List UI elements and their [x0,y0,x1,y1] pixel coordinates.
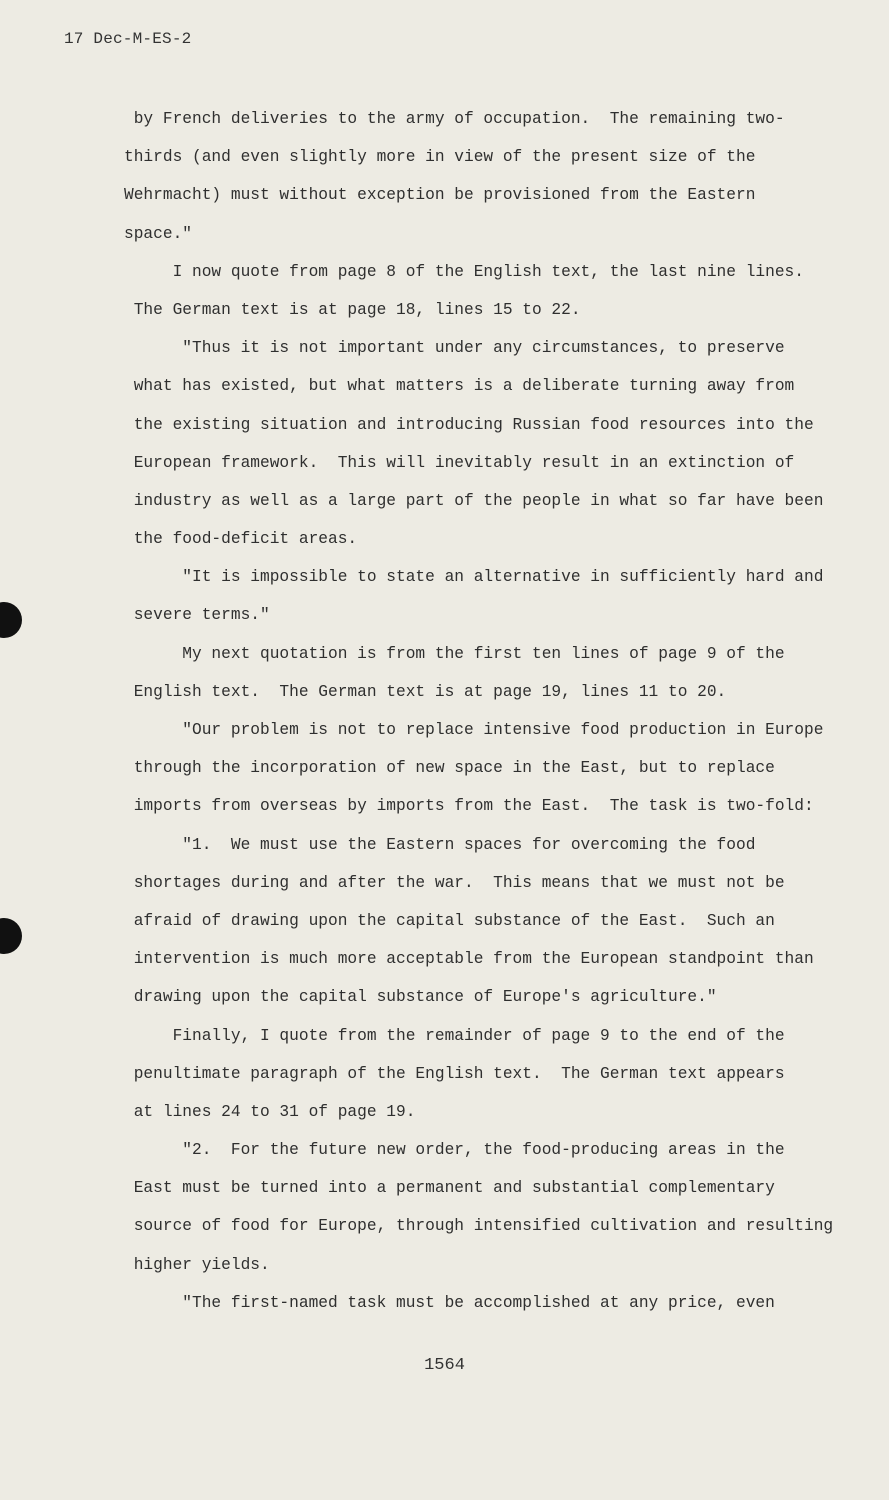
text-line: The German text is at page 18, lines 15 to 22. [56,300,581,319]
text-line: European framework. This will inevitably result in an extinction of [56,453,795,472]
text-line: English text. The German text is at page 19, lines 11 to 20. [56,682,727,701]
text-line: "2. For the future new order, the food-producing areas in the [56,1141,785,1160]
text-line: I now quote from page 8 of the English text, the last nine lines. [56,262,804,281]
text-line: "1. We must use the Eastern spaces for overcoming the food [56,835,756,854]
punch-hole [0,918,22,954]
document-body [56,100,834,1322]
text-line: "Thus it is not important under any circumstances, to preserve [56,339,785,358]
text-line: "Our problem is not to replace intensive food production in Europe [56,721,824,739]
text-line: at lines 24 to 31 of page 19. [56,1102,416,1121]
text-line: the food-deficit areas. [56,530,358,549]
text-line: higher yields. [56,1255,270,1274]
text-line: thirds (and even slightly more in view of the present size of the [56,148,756,167]
text-line: "The first-named task must be accomplished at any price, even [56,1293,775,1312]
text-line: imports from overseas by imports from the East. The task is two-fold: [56,797,814,816]
text-line: severe terms." [56,606,270,625]
text-line: afraid of drawing upon the capital substance of the East. Such an [56,911,775,930]
text-line: Wehrmacht) must without exception be provisioned from the Eastern [56,186,756,205]
text-line: source of food for Europe, through intensified cultivation and resulting [56,1217,834,1236]
text-line: space." [56,224,192,243]
text-line: the existing situation and introducing Russian food resources into the [56,415,814,434]
text-line: what has existed, but what matters is a deliberate turning away from [56,377,795,396]
text-line: intervention is much more acceptable from the European standpoint than [56,950,814,969]
text-line: "It is impossible to state an alternative in sufficiently hard and [56,568,824,587]
text-line: drawing upon the capital substance of Europe's agriculture." [56,988,717,1007]
text-line: East must be turned into a permanent and substantial complementary [56,1179,775,1198]
text-line: by French deliveries to the army of occupation. The remaining two- [56,110,785,128]
punch-hole [0,602,22,638]
text-line: through the incorporation of new space in the East, but to replace [56,759,775,778]
text-line: My next quotation is from the first ten lines of page 9 of the [56,644,785,663]
text-line: Finally, I quote from the remainder of page 9 to the end of the [56,1026,785,1045]
text-line: industry as well as a large part of the people in what so far have been [56,491,824,510]
document-reference: 17 Dec-M-ES-2 [64,30,192,48]
text-line: shortages during and after the war. This means that we must not be [56,873,785,892]
text-line: penultimate paragraph of the English text. The German text appears [56,1064,785,1083]
page-number: 1564 [424,1356,465,1375]
